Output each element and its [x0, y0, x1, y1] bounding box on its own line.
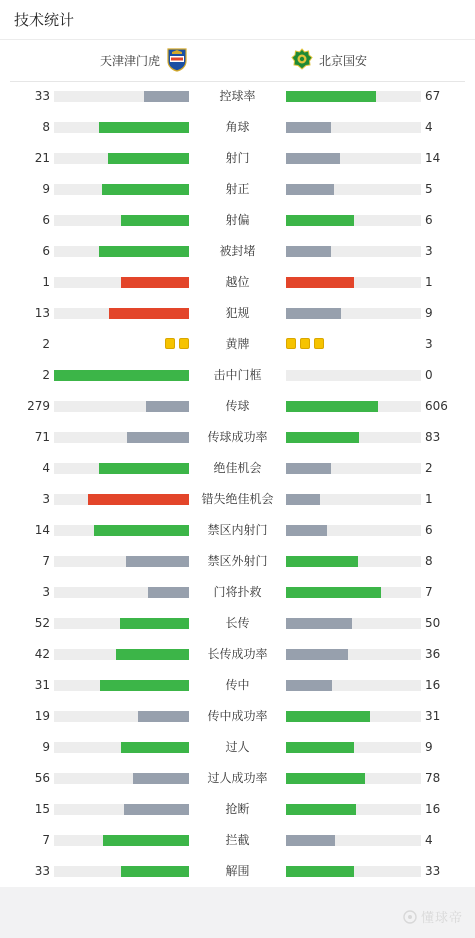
away-bar-track: [286, 308, 421, 319]
stat-row: [0, 143, 475, 174]
away-value: 7: [425, 585, 433, 599]
away-value: 8: [425, 554, 433, 568]
away-bar-fill: [286, 122, 331, 133]
away-bar-fill: [286, 91, 376, 102]
away-value: 6: [425, 213, 433, 227]
stat-row: [0, 856, 475, 887]
home-value: 15: [34, 802, 50, 816]
away-bar-fill: [286, 215, 354, 226]
stat-row: [0, 112, 475, 143]
home-value: 42: [34, 647, 50, 661]
stat-row: [0, 608, 475, 639]
stat-label: 绝佳机会: [213, 461, 262, 475]
stat-row: [0, 236, 475, 267]
stat-label: 过人成功率: [207, 771, 268, 785]
stat-row: [0, 701, 475, 732]
yellow-card-icon: [300, 338, 310, 349]
away-bar-track: [286, 91, 421, 102]
away-bar-track: [286, 277, 421, 288]
stat-row: [0, 360, 475, 391]
away-value: 0: [425, 368, 433, 382]
stat-label: 解围: [225, 864, 250, 878]
home-value: 3: [42, 585, 50, 599]
away-value: 6: [425, 523, 433, 537]
stat-label: 越位: [225, 275, 250, 289]
home-bar-fill: [133, 773, 189, 784]
home-bar-track: [54, 742, 189, 753]
home-value: 2: [42, 337, 50, 351]
away-team-crest-icon: [291, 48, 313, 72]
stat-row: [0, 329, 475, 360]
home-bar-fill: [88, 494, 189, 505]
stat-label: 击中门框: [213, 368, 262, 382]
home-bar-fill: [54, 370, 189, 381]
home-bar-track: [54, 401, 189, 412]
home-cards: [165, 338, 189, 349]
away-bar-fill: [286, 184, 334, 195]
stat-label: 长传: [225, 616, 250, 630]
stat-label: 射门: [225, 151, 250, 165]
away-bar-track: [286, 215, 421, 226]
away-bar-track: [286, 246, 421, 257]
away-value: 606: [425, 399, 448, 413]
home-bar-fill: [94, 525, 189, 536]
away-bar-track: [286, 153, 421, 164]
stat-label: 角球: [225, 120, 250, 134]
away-bar-track: [286, 122, 421, 133]
away-bar-fill: [286, 246, 331, 257]
away-bar-fill: [286, 432, 359, 443]
away-team-name: 北京国安: [319, 53, 368, 68]
away-value: 33: [425, 864, 441, 878]
away-bar-fill: [286, 277, 354, 288]
home-value: 13: [34, 306, 50, 320]
away-bar-track: [286, 556, 421, 567]
away-bar-track: [286, 618, 421, 629]
home-bar-track: [54, 525, 189, 536]
stat-row: [0, 639, 475, 670]
stat-label: 控球率: [219, 89, 256, 103]
away-value: 1: [425, 492, 433, 506]
home-bar-track: [54, 835, 189, 846]
home-bar-track: [54, 618, 189, 629]
home-team-crest-icon: [166, 48, 188, 72]
home-bar-track: [54, 153, 189, 164]
home-bar-fill: [121, 742, 189, 753]
stat-row: [0, 422, 475, 453]
stat-label: 射正: [225, 182, 250, 196]
home-value: 33: [34, 864, 50, 878]
away-bar-fill: [286, 587, 381, 598]
watermark: [403, 907, 463, 926]
away-cards: [286, 338, 324, 349]
home-bar-track: [54, 122, 189, 133]
away-bar-track: [286, 773, 421, 784]
home-bar-fill: [126, 556, 189, 567]
away-bar-track: [286, 835, 421, 846]
away-bar-fill: [286, 804, 356, 815]
stat-label: 被封堵: [219, 244, 256, 258]
stat-row: [0, 174, 475, 205]
home-value: 7: [42, 833, 50, 847]
home-value: 7: [42, 554, 50, 568]
stat-row: [0, 484, 475, 515]
away-bar-track: [286, 494, 421, 505]
home-bar-fill: [138, 711, 189, 722]
away-value: 31: [425, 709, 441, 723]
stat-label: 禁区内射门: [207, 523, 268, 537]
stat-row: [0, 205, 475, 236]
home-value: 52: [34, 616, 50, 630]
home-bar-fill: [99, 246, 189, 257]
away-bar-fill: [286, 308, 341, 319]
away-bar-track: [286, 401, 421, 412]
home-bar-track: [54, 773, 189, 784]
home-value: 6: [42, 213, 50, 227]
home-value: 19: [34, 709, 50, 723]
home-bar-fill: [121, 215, 189, 226]
home-bar-fill: [109, 308, 189, 319]
home-bar-track: [54, 711, 189, 722]
away-bar-track: [286, 463, 421, 474]
home-bar-fill: [144, 91, 189, 102]
home-value: 3: [42, 492, 50, 506]
home-bar-fill: [116, 649, 189, 660]
away-bar-track: [286, 525, 421, 536]
stat-label: 禁区外射门: [207, 554, 268, 568]
away-value: 2: [425, 461, 433, 475]
home-bar-track: [54, 277, 189, 288]
away-bar-fill: [286, 742, 354, 753]
home-bar-track: [54, 556, 189, 567]
away-bar-fill: [286, 649, 348, 660]
home-bar-track: [54, 494, 189, 505]
stat-row: [0, 81, 475, 112]
home-bar-track: [54, 91, 189, 102]
home-bar-track: [54, 432, 189, 443]
home-value: 71: [34, 430, 50, 444]
away-bar-fill: [286, 618, 352, 629]
home-bar-fill: [99, 463, 189, 474]
home-value: 9: [42, 182, 50, 196]
home-bar-track: [54, 649, 189, 660]
away-bar-track: [286, 680, 421, 691]
home-bar-fill: [146, 401, 189, 412]
home-bar-fill: [102, 184, 189, 195]
away-bar-track: [286, 866, 421, 877]
away-bar-track: [286, 370, 421, 381]
away-bar-track: [286, 742, 421, 753]
away-bar-track: [286, 649, 421, 660]
stat-label: 传中: [225, 678, 250, 692]
yellow-card-icon: [179, 338, 189, 349]
home-bar-track: [54, 184, 189, 195]
stat-row: [0, 267, 475, 298]
home-value: 56: [34, 771, 50, 785]
away-value: 9: [425, 740, 433, 754]
home-bar-fill: [124, 804, 189, 815]
home-bar-track: [54, 804, 189, 815]
away-value: 4: [425, 833, 433, 847]
away-bar-fill: [286, 463, 331, 474]
yellow-card-icon: [165, 338, 175, 349]
stat-row: [0, 670, 475, 701]
stat-label: 犯规: [225, 306, 250, 320]
away-value: 14: [425, 151, 441, 165]
stat-label: 拦截: [225, 833, 250, 847]
stat-row: [0, 825, 475, 856]
stat-label: 抢断: [225, 802, 250, 816]
home-value: 14: [34, 523, 50, 537]
stats-list: [0, 81, 475, 887]
home-bar-track: [54, 370, 189, 381]
away-bar-fill: [286, 866, 354, 877]
home-bar-fill: [120, 618, 189, 629]
stat-label: 长传成功率: [207, 647, 268, 661]
home-bar-fill: [121, 277, 189, 288]
home-value: 1: [42, 275, 50, 289]
away-value: 1: [425, 275, 433, 289]
stat-label: 射偏: [225, 213, 250, 227]
away-bar-track: [286, 587, 421, 598]
home-value: 279: [27, 399, 50, 413]
watermark-text: 懂球帝: [420, 911, 463, 926]
stat-row: [0, 732, 475, 763]
stat-row: [0, 546, 475, 577]
home-bar-track: [54, 308, 189, 319]
stat-row: [0, 391, 475, 422]
away-value: 16: [425, 678, 441, 692]
page-title-text: 技术统计: [14, 11, 75, 29]
stat-row: [0, 794, 475, 825]
away-bar-fill: [286, 153, 340, 164]
stat-label: 过人: [225, 740, 250, 754]
home-value: 21: [34, 151, 50, 165]
home-team[interactable]: [100, 40, 188, 80]
home-value: 33: [34, 89, 50, 103]
away-value: 36: [425, 647, 441, 661]
home-value: 2: [42, 368, 50, 382]
away-value: 3: [425, 244, 433, 258]
home-bar-fill: [103, 835, 189, 846]
yellow-card-icon: [286, 338, 296, 349]
stat-row: [0, 577, 475, 608]
away-value: 83: [425, 430, 441, 444]
footer: [0, 887, 475, 938]
home-value: 4: [42, 461, 50, 475]
away-value: 67: [425, 89, 441, 103]
home-bar-track: [54, 866, 189, 877]
away-value: 50: [425, 616, 441, 630]
home-bar-track: [54, 215, 189, 226]
yellow-card-icon: [314, 338, 324, 349]
stat-label: 门将扑救: [213, 585, 262, 599]
away-bar-track: [286, 432, 421, 443]
stat-label: 传中成功率: [207, 709, 268, 723]
stat-row: [0, 298, 475, 329]
stat-label: 黄牌: [225, 337, 250, 351]
away-bar-track: [286, 804, 421, 815]
away-bar-fill: [286, 494, 320, 505]
home-value: 6: [42, 244, 50, 258]
away-bar-fill: [286, 680, 332, 691]
home-bar-track: [54, 587, 189, 598]
page-title: [0, 0, 475, 40]
home-bar-track: [54, 680, 189, 691]
away-value: 9: [425, 306, 433, 320]
stat-row: [0, 515, 475, 546]
away-value: 4: [425, 120, 433, 134]
away-bar-fill: [286, 525, 327, 536]
home-team-name: 天津津门虎: [99, 53, 160, 68]
away-bar-fill: [286, 835, 335, 846]
home-bar-track: [54, 463, 189, 474]
home-value: 8: [42, 120, 50, 134]
home-bar-fill: [127, 432, 189, 443]
home-value: 9: [42, 740, 50, 754]
away-value: 78: [425, 771, 441, 785]
away-bar-fill: [286, 711, 370, 722]
stat-row: [0, 763, 475, 794]
stat-label: 传球: [225, 399, 250, 413]
away-value: 3: [425, 337, 433, 351]
home-value: 31: [34, 678, 50, 692]
home-bar-fill: [99, 122, 189, 133]
away-bar-fill: [286, 773, 365, 784]
away-value: 16: [425, 802, 441, 816]
home-bar-track: [54, 246, 189, 257]
home-bar-fill: [121, 866, 189, 877]
teams-header: [10, 40, 465, 82]
stat-label: 传球成功率: [207, 430, 268, 444]
home-bar-fill: [100, 680, 189, 691]
home-bar-fill: [148, 587, 189, 598]
away-bar-track: [286, 184, 421, 195]
stat-label: 错失绝佳机会: [201, 492, 274, 506]
away-bar-track: [286, 711, 421, 722]
away-bar-fill: [286, 556, 358, 567]
away-bar-fill: [286, 401, 378, 412]
watermark-logo-icon: [403, 910, 417, 924]
away-team[interactable]: [291, 40, 367, 80]
home-bar-fill: [108, 153, 189, 164]
stat-row: [0, 453, 475, 484]
away-value: 5: [425, 182, 433, 196]
